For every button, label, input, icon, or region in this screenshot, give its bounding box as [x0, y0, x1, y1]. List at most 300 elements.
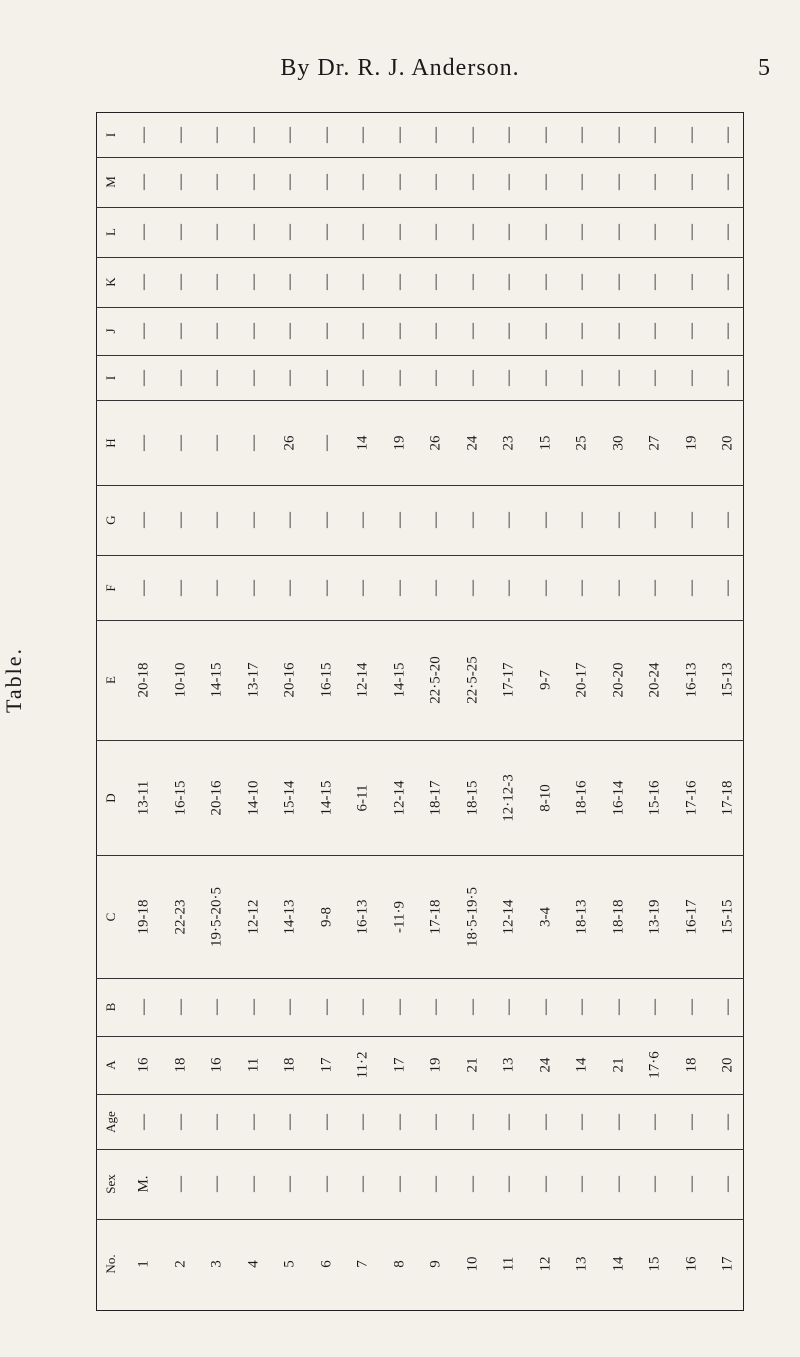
cell-value: — [317, 1113, 335, 1130]
cell-value: — [354, 512, 372, 528]
cell-value: — [719, 126, 737, 143]
table-cell [683, 485, 773, 555]
cell-value: 25 [573, 435, 590, 450]
cell-value: — [646, 224, 664, 240]
cell-value: 15-14 [281, 780, 298, 815]
cell-value: — [208, 512, 226, 528]
cell-value: — [427, 999, 445, 1015]
table-cell [683, 1094, 773, 1149]
table-cell [683, 1036, 773, 1094]
cell-value: — [390, 224, 408, 240]
cell-value: — [171, 126, 189, 143]
cell-value: 14-15 [391, 662, 408, 698]
cell-value: — [463, 224, 481, 240]
cell-value: — [208, 126, 226, 143]
cell-value: 22·5-20 [427, 656, 444, 704]
cell-value: 20 [719, 435, 736, 450]
cell-value: 14-15 [318, 780, 335, 815]
cell-value: — [390, 126, 408, 143]
cell-value: 13 [573, 1256, 590, 1272]
cell-value: 7 [354, 1260, 371, 1268]
cell-value: — [427, 174, 445, 190]
cell-value: — [646, 323, 664, 339]
cell-value: — [646, 274, 664, 290]
cell-value: — [427, 224, 445, 240]
cell-value: 18-17 [427, 780, 444, 815]
cell-value: — [463, 579, 481, 596]
cell-value: — [609, 126, 627, 143]
cell-value: — [719, 274, 737, 290]
cell-value: 22-23 [172, 899, 189, 934]
cell-value: — [500, 274, 518, 290]
cell-value: — [500, 323, 518, 339]
cell-value: 14 [573, 1057, 590, 1073]
cell-value: — [682, 579, 700, 596]
cell-value: 18-16 [573, 780, 590, 815]
cell-value: 15-16 [646, 780, 663, 815]
cell-value: — [682, 323, 700, 339]
cell-value: — [536, 274, 554, 290]
cell-value: — [354, 999, 372, 1015]
cell-value: — [390, 999, 408, 1015]
cell-value: 16-17 [683, 899, 700, 934]
cell-value: — [536, 999, 554, 1015]
cell-value: 3 [208, 1260, 225, 1268]
cell-value: — [682, 126, 700, 143]
cell-value: — [208, 1176, 226, 1192]
cell-value: — [463, 126, 481, 143]
cell-value: — [208, 999, 226, 1015]
cell-value: — [463, 512, 481, 528]
cell-value: — [427, 512, 445, 528]
cell-value: — [317, 999, 335, 1015]
cell-value: — [244, 174, 262, 190]
cell-value: — [171, 1176, 189, 1192]
cell-value: 21 [464, 1057, 481, 1073]
cell-value: — [135, 512, 153, 528]
table-cell [683, 207, 773, 257]
cell-value: — [208, 369, 226, 386]
cell-value: 16 [683, 1256, 700, 1272]
cell-value: — [244, 224, 262, 240]
cell-value: — [281, 512, 299, 528]
cell-value: — [573, 323, 591, 339]
cell-value: — [171, 1113, 189, 1130]
cell-value: — [135, 1113, 153, 1130]
cell-value: — [609, 512, 627, 528]
cell-value: 18-18 [610, 899, 627, 934]
cell-value: 18 [683, 1057, 700, 1073]
cell-value: — [317, 126, 335, 143]
cell-value: — [317, 224, 335, 240]
cell-value: — [463, 274, 481, 290]
cell-value: — [135, 579, 153, 596]
column-header-label: A [103, 1060, 118, 1070]
cell-value: — [281, 224, 299, 240]
cell-value: — [573, 174, 591, 190]
cell-value: — [573, 1113, 591, 1130]
cell-value: — [354, 274, 372, 290]
cell-value: — [354, 224, 372, 240]
page-number: 5 [758, 55, 770, 81]
column-header-label: J [103, 328, 118, 334]
cell-value: — [208, 174, 226, 190]
cell-value: 22·5-25 [464, 656, 481, 704]
cell-value: — [427, 369, 445, 386]
cell-value: — [281, 1176, 299, 1192]
cell-value: 20 [719, 1057, 736, 1073]
cell-value: — [573, 274, 591, 290]
table-cell [683, 1219, 773, 1309]
cell-value: 13 [500, 1057, 517, 1073]
side-label [2, 615, 26, 745]
cell-value: — [719, 512, 737, 528]
cell-value: 15 [646, 1256, 663, 1272]
cell-value: — [281, 323, 299, 339]
cell-value: 30 [610, 435, 627, 450]
column-header-label: D [103, 792, 118, 803]
table-cell [683, 307, 773, 355]
cell-value: — [609, 323, 627, 339]
cell-value: — [646, 999, 664, 1015]
cell-value: — [427, 323, 445, 339]
cell-value: 18 [281, 1057, 298, 1073]
cell-value: — [390, 274, 408, 290]
cell-value: M. [135, 1175, 152, 1193]
column-header-label: H [103, 437, 118, 448]
cell-value: 20-24 [646, 662, 663, 698]
cell-value: — [609, 174, 627, 190]
cell-value: — [354, 1176, 372, 1192]
cell-value: 10-10 [172, 662, 189, 698]
cell-value: — [463, 369, 481, 386]
cell-value: — [244, 1113, 262, 1130]
column-header-label: Age [103, 1110, 118, 1133]
cell-value: — [244, 579, 262, 596]
cell-value: 18-15 [464, 780, 481, 815]
cell-value: 23 [500, 435, 517, 450]
cell-value: — [463, 1113, 481, 1130]
column-header-label: L [103, 228, 118, 236]
cell-value: — [719, 1176, 737, 1192]
table-cell [683, 257, 773, 307]
cell-value: 12 [537, 1256, 554, 1272]
cell-value: — [646, 512, 664, 528]
column-header-label: Sex [103, 1174, 118, 1194]
cell-value: — [317, 1176, 335, 1192]
cell-value: — [171, 579, 189, 596]
cell-value: 24 [537, 1057, 554, 1073]
cell-value: — [244, 274, 262, 290]
cell-value: — [573, 224, 591, 240]
cell-value: 9-7 [537, 670, 554, 690]
cell-value: — [171, 512, 189, 528]
cell-value: 12-14 [500, 899, 517, 934]
cell-value: — [609, 369, 627, 386]
cell-value: — [317, 434, 335, 451]
cell-value: — [354, 579, 372, 596]
cell-value: 8 [391, 1260, 408, 1268]
cell-value: — [135, 224, 153, 240]
cell-value: — [354, 1113, 372, 1130]
cell-value: — [646, 1113, 664, 1130]
cell-value: — [719, 1113, 737, 1130]
cell-value: 1 [135, 1260, 152, 1268]
cell-value: — [500, 1113, 518, 1130]
cell-value: 11 [500, 1256, 517, 1272]
cell-value: — [135, 323, 153, 339]
cell-value: — [135, 434, 153, 451]
table-cell [683, 555, 773, 620]
cell-value: — [719, 579, 737, 596]
cell-value: — [500, 579, 518, 596]
cell-value: — [354, 174, 372, 190]
cell-value: — [244, 434, 262, 451]
cell-value: — [171, 323, 189, 339]
table-cell [683, 620, 773, 740]
cell-value: 19 [391, 435, 408, 450]
cell-value: — [536, 1113, 554, 1130]
cell-value: 13-17 [245, 662, 262, 698]
cell-value: — [390, 174, 408, 190]
cell-value: 14-15 [208, 662, 225, 698]
cell-value: 18-13 [573, 899, 590, 934]
table-cell [683, 740, 773, 855]
cell-value: 21 [610, 1057, 627, 1073]
cell-value: 17-17 [500, 662, 517, 698]
cell-value: — [573, 369, 591, 386]
column-header-label: B [103, 1002, 118, 1012]
cell-value: — [682, 174, 700, 190]
cell-value: — [500, 1176, 518, 1192]
cell-value: — [317, 579, 335, 596]
column-header-label: K [103, 277, 118, 287]
cell-value: 20-17 [573, 662, 590, 698]
cell-value: — [719, 224, 737, 240]
table-cell [683, 1149, 773, 1219]
cell-value: — [208, 274, 226, 290]
cell-value: — [682, 274, 700, 290]
cell-value: — [244, 323, 262, 339]
cell-value: 11·2 [354, 1051, 371, 1079]
cell-value: — [500, 369, 518, 386]
cell-value: — [719, 999, 737, 1015]
cell-value: — [463, 323, 481, 339]
cell-value: — [281, 274, 299, 290]
cell-value: — [281, 369, 299, 386]
cell-value: 13-19 [646, 899, 663, 934]
cell-value: 19·5-20·5 [208, 886, 225, 947]
table-cell [683, 355, 773, 400]
cell-value: — [682, 1113, 700, 1130]
cell-value: 16-15 [172, 780, 189, 815]
cell-value: — [390, 579, 408, 596]
cell-value: — [317, 369, 335, 386]
cell-value: — [719, 323, 737, 339]
cell-value: — [646, 126, 664, 143]
cell-value: — [609, 224, 627, 240]
cell-value: 3-4 [537, 906, 554, 927]
cell-value: — [171, 274, 189, 290]
cell-value: 17-18 [719, 780, 736, 815]
table-cell [683, 978, 773, 1036]
cell-value: — [719, 174, 737, 190]
cell-value: 16-13 [354, 899, 371, 934]
cell-value: — [390, 1176, 408, 1192]
cell-value: — [719, 369, 737, 386]
cell-value: 9-8 [318, 906, 335, 927]
cell-value: 27 [646, 435, 663, 450]
cell-value: 17-18 [427, 899, 444, 934]
column-header-label: I [103, 375, 118, 380]
cell-value: 4 [245, 1260, 262, 1268]
cell-value: — [536, 1176, 554, 1192]
cell-value: 14 [610, 1256, 627, 1272]
cell-value: 16-14 [610, 780, 627, 815]
cell-value: — [609, 274, 627, 290]
cell-value: — [354, 323, 372, 339]
cell-value: — [390, 369, 408, 386]
cell-value: -11·9 [391, 900, 408, 933]
cell-value: — [609, 999, 627, 1015]
cell-value: — [646, 1176, 664, 1192]
cell-value: — [463, 1176, 481, 1192]
cell-value: 14-13 [281, 899, 298, 934]
cell-value: 14-10 [245, 780, 262, 815]
cell-value: — [536, 369, 554, 386]
cell-value: — [427, 1113, 445, 1130]
cell-value: — [573, 999, 591, 1015]
cell-value: 13-11 [135, 780, 152, 815]
cell-value: — [500, 224, 518, 240]
cell-value: 2 [172, 1260, 189, 1268]
cell-value: — [281, 126, 299, 143]
cell-value: — [536, 323, 554, 339]
cell-value: 6-11 [354, 784, 371, 811]
cell-value: 5 [281, 1260, 298, 1268]
cell-value: — [573, 126, 591, 143]
column-header-label: I [103, 132, 118, 137]
cell-value: 18·5-19·5 [464, 886, 481, 947]
cell-value: — [281, 1113, 299, 1130]
cell-value: 20-20 [610, 662, 627, 698]
running-title: By Dr. R. J. Anderson. [280, 55, 520, 81]
cell-value: — [536, 174, 554, 190]
cell-value: — [208, 434, 226, 451]
cell-value: — [208, 579, 226, 596]
cell-value: — [244, 999, 262, 1015]
cell-value: — [281, 174, 299, 190]
table-label: Table. [1, 646, 26, 714]
cell-value: — [135, 369, 153, 386]
cell-value: — [427, 126, 445, 143]
cell-value: — [682, 224, 700, 240]
cell-value: — [281, 579, 299, 596]
table-cell [683, 855, 773, 978]
cell-value: — [208, 1113, 226, 1130]
cell-value: — [135, 274, 153, 290]
running-header [0, 55, 800, 85]
cell-value: — [427, 579, 445, 596]
cell-value: 17 [318, 1057, 335, 1073]
cell-value: 11 [245, 1057, 262, 1073]
cell-value: 24 [464, 435, 481, 450]
cell-value: 16 [208, 1057, 225, 1073]
cell-value: — [354, 369, 372, 386]
cell-value: — [609, 1113, 627, 1130]
cell-value: — [317, 512, 335, 528]
table-cell [683, 112, 773, 157]
cell-value: — [573, 579, 591, 596]
column-header-label: E [103, 676, 118, 684]
cell-value: — [646, 369, 664, 386]
cell-value: — [171, 999, 189, 1015]
cell-value: — [171, 369, 189, 386]
cell-value: 26 [281, 435, 298, 450]
cell-value: — [317, 274, 335, 290]
cell-value: — [354, 126, 372, 143]
cell-value: 20-16 [208, 780, 225, 815]
table-cell [683, 400, 773, 485]
cell-value: 8-10 [537, 783, 554, 812]
cell-value: 12-12 [245, 899, 262, 934]
cell-value: — [682, 1176, 700, 1192]
cell-value: — [244, 369, 262, 386]
cell-value: — [244, 512, 262, 528]
cell-value: — [317, 174, 335, 190]
cell-value: — [171, 434, 189, 451]
cell-value: 14 [354, 435, 371, 450]
cell-value: — [135, 174, 153, 190]
table-cell [683, 157, 773, 207]
cell-value: — [427, 274, 445, 290]
cell-value: — [208, 224, 226, 240]
cell-value: — [244, 1176, 262, 1192]
cell-value: — [682, 369, 700, 386]
cell-value: 17·6 [646, 1051, 663, 1079]
cell-value: 20-16 [281, 662, 298, 698]
cell-value: 17-16 [683, 780, 700, 815]
cell-value: — [390, 1113, 408, 1130]
cell-value: 19-18 [135, 899, 152, 934]
cell-value: 16-13 [683, 662, 700, 698]
cell-value: — [463, 999, 481, 1015]
column-header-label: G [103, 515, 118, 525]
cell-value: 17 [719, 1256, 736, 1272]
cell-value: — [500, 126, 518, 143]
column-header-label: No. [103, 1254, 118, 1274]
cell-value: — [500, 512, 518, 528]
cell-value: 6 [318, 1260, 335, 1268]
cell-value: 15-13 [719, 662, 736, 698]
cell-value: — [536, 579, 554, 596]
cell-value: — [682, 999, 700, 1015]
cell-value: — [500, 999, 518, 1015]
cell-value: — [536, 512, 554, 528]
cell-value: 16-15 [318, 662, 335, 698]
cell-value: — [390, 323, 408, 339]
cell-value: 16 [135, 1057, 152, 1073]
cell-value: — [281, 999, 299, 1015]
cell-value: 15 [537, 435, 554, 450]
cell-value: — [135, 999, 153, 1015]
cell-value: 18 [172, 1057, 189, 1073]
cell-value: — [427, 1176, 445, 1192]
cell-value: — [646, 579, 664, 596]
cell-value: 12-14 [391, 780, 408, 815]
cell-value: 17 [391, 1057, 408, 1073]
cell-value: — [171, 224, 189, 240]
